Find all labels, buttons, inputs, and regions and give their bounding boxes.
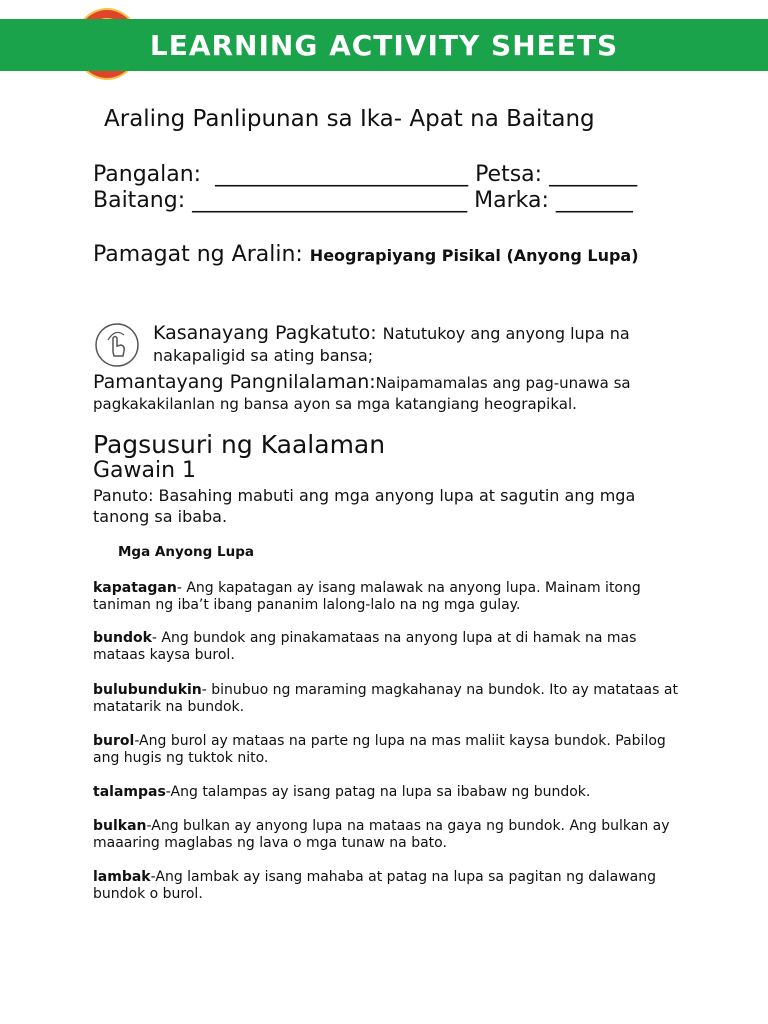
definition-item: burol-Ang burol ay mataas na parte ng lupa na mas maliit kaysa bundok. Pabilog ang hugis ng tuktok nito. [93,733,666,766]
definition-item: talampas-Ang talampas ay isang patag na lupa sa ibabaw ng bundok. [93,784,591,800]
definition-item: bulubundukin- binubuo ng maraming magkahanay na bundok. Ito ay matataas at matatarik na bundok. [93,682,678,715]
definition-item: kapatagan- Ang kapatagan ay isang malawak na anyong lupa. Mainam itong taniman ng iba’t ibang pananim lalong-lalo na ng mga gulay. [93,580,641,613]
grade-score-line: Baitang: _________________________ Marka: _______ [93,188,633,213]
learning-competency: Kasanayang Pagkatuto: Natutukoy ang anyong lupa na nakapaligid sa ating bansa; [153,322,630,365]
definition-item: bulkan-Ang bulkan ay anyong lupa na mataas na gaya ng bundok. Ang bulkan ay maaaring maglabas ng lava o mga tunaw na bato. [93,818,670,851]
lesson-title-label: Pamagat ng Aralin: [93,242,310,267]
definition-term: bulubundukin [93,682,202,698]
definition-item: bundok- Ang bundok ang pinakamataas na anyong lupa at di hamak na mas mataas kaysa burol. [93,630,637,663]
section-heading: Pagsusuri ng Kaalaman [93,430,386,459]
lesson-title [93,244,653,267]
content-standard [93,372,693,415]
definition-term: kapatagan [93,580,177,596]
instructions: Panuto: Basahing mabuti ang mga anyong lupa at sagutin ang mga tanong sa ibaba. [93,486,636,526]
subject-subtitle: Araling Panlipunan sa Ika- Apat na Baitang [104,106,595,132]
name-date-line: Pangalan: _______________________ Petsa: ________ [93,162,638,187]
lesson-title-value: Heograpiyang Pisikal (Anyong Lupa) [309,246,639,265]
definition-term: burol [93,733,135,749]
standard-label: Pamantayang Pangnilalaman: [93,371,376,393]
activity-title: Gawain 1 [93,458,197,483]
definition-term: bundok [93,630,152,646]
definition-term: bulkan [93,818,147,834]
definition-term: talampas [93,784,166,800]
competency-label: Kasanayang Pagkatuto [153,322,371,344]
list-title: Mga Anyong Lupa [118,544,255,560]
standard-text: Naipamamalas ang pag-unawa sa pagkakakilanlan ng bansa ayon sa mga katangiang heograpikal. [93,374,631,413]
title-banner: LEARNING ACTIVITY SHEETS [0,19,768,71]
competency-text: Natutukoy ang anyong lupa na nakapaligid sa ating bansa; [153,324,630,365]
hand-pointer-icon [94,322,140,368]
student-info-fields [93,162,637,214]
definition-item: lambak-Ang lambak ay isang mahaba at patag na lupa sa pagitan ng dalawang bundok o burol. [93,869,657,902]
definition-term: lambak [93,869,151,885]
